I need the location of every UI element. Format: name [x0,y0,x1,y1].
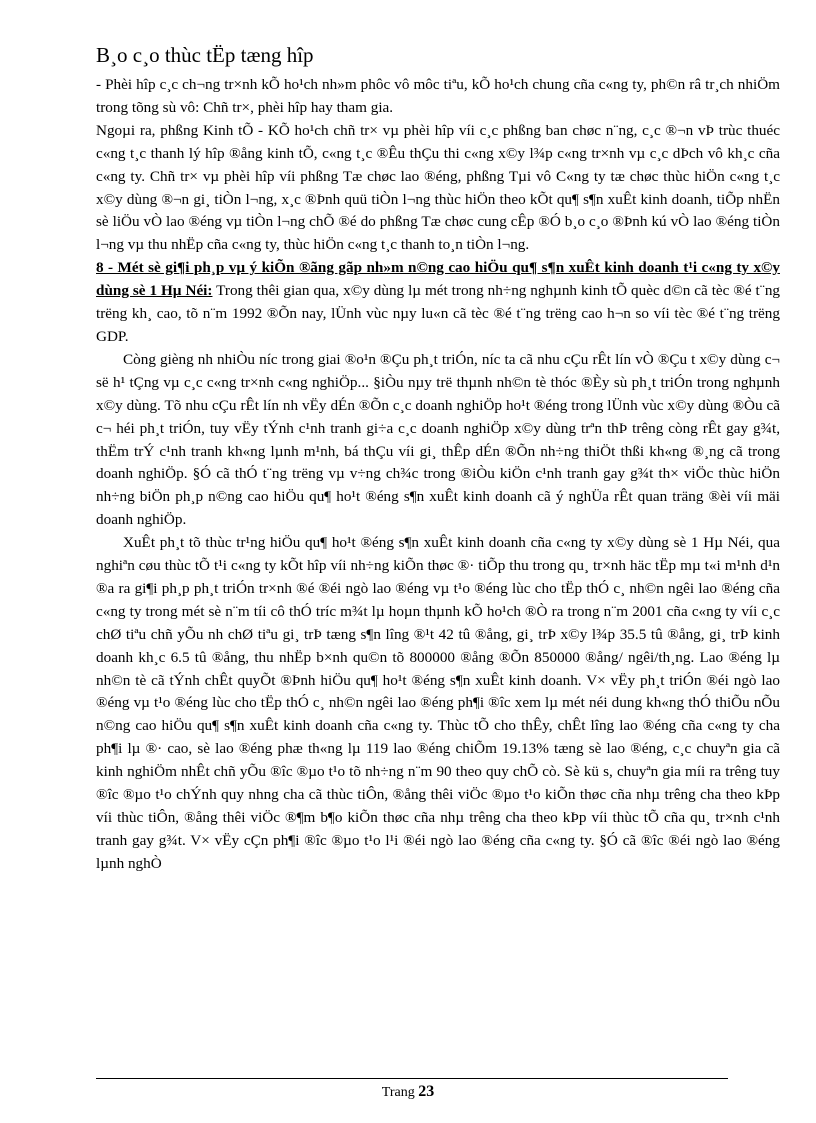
page-heading: B¸o c¸o thùc tËp tæng hîp [96,43,314,67]
section-title: 8 - Mét sè gi¶i ph¸p vµ ý kiÕn ®ãng gãp nh»m n©ng cao hiÖu qu¶ s¶n xuÊt kinh doanh t¹i c«ng ty x©y dùng sè 1 Hµ Néi: [96,259,780,300]
body-text [96,74,780,876]
paragraph-coordination: - Phèi hîp c¸c ch¬ng tr×nh kÕ ho¹ch nh»m phôc vô môc tiªu, kÕ ho¹ch chung cña c«ng ty, ph©n râ tr¸ch nhiÖm trong tõng sù vô: Chñ tr×, phèi hîp hay tham gia. [96,76,780,116]
paragraph-labour: XuÊt ph¸t tõ thùc tr¹ng hiÖu qu¶ ho¹t ®éng s¶n xuÊt kinh doanh cña c«ng ty x©y dùng sè 1 Hµ Néi, qua nghiªn cøu thùc tÕ t¹i c«ng ty kÕt hîp víi nh÷ng kiÕn thøc ®· tiÕp thu trong qu¸ tr×nh häc tËp mµ t«i m¹nh d¹n ®a ra gi¶i ph¸p ph¸t triÓn tr×nh ®é ®éi ngò lao ®éng vµ t¹o ®éng lùc cho tËp thÓ c¸ nh©n ngêi lao ®éng cña c«ng ty trong mét sè n¨m tíi cô thÓ tríc m¾t lµ hoµn thµnh kÕ ho¹ch ®Ò ra trong n¨m 2001 cña c«ng ty víi c¸c chØ tiªu chñ yÕu nh chØ tiªu gi¸ trÞ tæng s¶n lîng ®¹t 42 tû ®ång, gi¸ trÞ x©y l¾p 35.5 tû ®ång, gi¸ trÞ kinh doanh kh¸c 6.5 tû ®ång, thu nhËp b×nh qu©n tõ 800000 ®ång ®Õn 850000 ®ång/ ngêi/th¸ng. Lao ®éng lµ nh©n tè cã tÝnh chÊt quyÕt ®Þnh hiÖu qu¶ ho¹t ®éng s¶n xuÊt kinh doanh. V× vËy ph¸t triÓn ®éi ngò lao ®éng vµ t¹o ®éng lùc cho tËp thÓ c¸ nh©n ngêi lao ®éng ph¶i ®îc xem lµ mét néi dung kh«ng thÓ thiÕu nÕu n©ng cao hiÖu qu¶ s¶n xuÊt kinh doanh cña c«ng ty. Thùc tÕ cho thÊy, chÊt lîng lao ®éng cña c«ng ty cha ph¶i lµ ®· cao, sè lao ®éng phæ th«ng lµ 119 lao ®éng chiÕm 19.13% tæng sè lao ®éng, c¸c chuyªn gia cã kinh nghiÖm nhÊt chñ yÕu ®îc ®µo t¹o tõ nh÷ng n¨m 90 theo quy chÕ cò. Sè kü s, chuyªn gia míi ra trêng tuy ®îc ®µo t¹o chÝnh quy nhng cha cã thùc tiÔn, ®ång thêi viÖc ®µo t¹o kiÕn thøc cña nhµ trêng cha theo kÞp víi thùc tiÔn, ®ång thêi viÖc ®¶m b¶o kiÕn thøc cña nhµ trêng cha theo kÞp víi thùc tÕ cña qu¸ tr×nh c¹nh tranh gay g¾t. V× vËy cÇn ph¶i ®îc ®µo t¹o l¹i ®éi ngò lao ®éng cña c«ng ty. §Ó cã ®îc ®éi ngò lao ®éng lµnh nghÒ [96,534,780,872]
paragraph-development: Còng gièng nh nhiÒu níc trong giai ®o¹n ®Çu ph¸t triÓn, níc ta cã nhu cÇu rÊt lín vÒ ®Çu t x©y dùng c¬ së h¹ tÇng vµ c¸c c«ng tr×nh c«ng nghiÖp... §iÒu nµy trë thµnh nh©n tè thóc ®Èy sù ph¸t triÓn trong nghµnh x©y dùng. Tõ nhu cÇu rÊt lín nh vËy dÉn ®Õn c¸c doanh nghiÖp ho¹t ®éng trong lÜnh vùc x©y dùng ®Òu cã c¬ héi ph¸t triÓn, tuy vËy tÝnh c¹nh tranh gi÷a c¸c doanh nghiÖp x©y dùng trªn thÞ trêng còng rÊt gay g¾t, thËm trÝ c¹nh tranh kh«ng lµnh m¹nh, bá thÇu víi gi¸ thÊp dÉn ®Õn nh÷ng thiÖt thßi kh«ng ®¸ng cã trong doanh nghiÖp. §Ó cã thÓ t¨ng trëng vµ v÷ng ch¾c trong ®iÒu kiÖn c¹nh tranh gay g¾t th× viÖc thùc hiÖn nh÷ng biÖn ph¸p n©ng cao hiÖu qu¶ ho¹t ®éng s¶n xuÊt kinh doanh cã ý nghÜa rÊt quan träng ®èi víi mäi doanh nghiÖp. [96,350,780,529]
paragraph-section-8 [96,257,780,349]
page-footer [0,1082,816,1103]
paragraph-economic-planning: Ngoµi ra, phßng Kinh tÕ - KÕ ho¹ch chñ tr× vµ phèi hîp víi c¸c phßng ban chøc n¨ng, c¸c ®¬n vÞ trùc thuéc c«ng t¸c thanh lý hîp ®ång kinh tÕ, c«ng t¸c ®Êu thÇu thi c«ng x©y l¾p c«ng tr×nh vµ c¸c dÞch vô kh¸c cña c«ng ty. Chñ tr× vµ phèi hîp víi phßng Tæ chøc lao ®éng, phßng Tµi vô C«ng ty tæ chøc thùc hiÖn c«ng t¸c x©y dùng ®¬n gi¸ tiÒn l¬ng, x¸c ®Þnh quü tiÒn l¬ng thùc hiÖn theo kÕt qu¶ s¶n xuÊt kinh doanh, tiÕp nhËn sè liÖu vÒ lao ®éng vµ tiÒn l¬ng chÕ ®é do phßng Tæ chøc cung cÊp ®Ó b¸o c¸o ®Þnh kú vÒ lao ®éng tiÒn l¬ng vµ thu nhËp cña c«ng ty, thùc hiÖn c«ng t¸c thanh to¸n tiÒn l¬ng. [96,121,780,254]
page-number: 23 [418,1083,435,1100]
section-intro-text: Trong thêi gian qua, x©y dùng lµ mét trong nh÷ng nghµnh kinh tÕ quèc d©n cã tèc ®é t¨ng trëng kh¸ cao, tõ n¨m 1992 ®Õn nay, lÜnh vùc nµy lu«n cã tèc ®é t¨ng trëng cao h¬n so víi tèc ®é t¨ng trëng GDP. [96,282,781,345]
page-label: Trang [381,1085,415,1100]
footer-divider [96,1078,728,1079]
